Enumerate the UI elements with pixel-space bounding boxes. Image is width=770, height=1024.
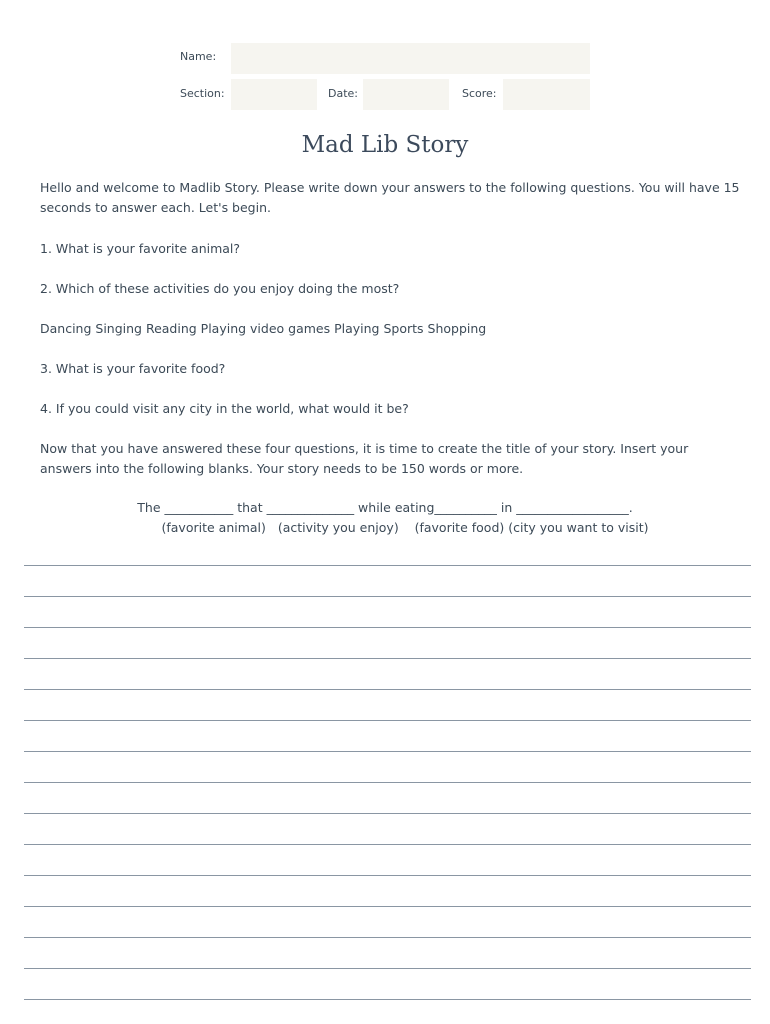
instructions-paragraph: Now that you have answered these four questions, it is time to create the title of your story. Insert your answers into the following blanks. Your story needs to be 150 words or more. [40, 441, 689, 476]
writing-line[interactable] [24, 875, 751, 876]
score-field[interactable] [503, 79, 590, 110]
writing-line[interactable] [24, 720, 751, 721]
writing-line[interactable] [24, 906, 751, 907]
writing-line[interactable] [24, 844, 751, 845]
writing-line[interactable] [24, 999, 751, 1000]
story-title-template: The ___________ that ______________ while eating__________ in __________________. [137, 500, 633, 515]
writing-line[interactable] [24, 658, 751, 659]
writing-line[interactable] [24, 782, 751, 783]
question-2: 2. Which of these activities do you enjoy doing the most? [40, 281, 400, 296]
section-field[interactable] [231, 79, 317, 110]
question-4: 4. If you could visit any city in the world, what would it be? [40, 401, 409, 416]
question-3: 3. What is your favorite food? [40, 361, 226, 376]
name-field[interactable] [231, 43, 590, 74]
question-1: 1. What is your favorite animal? [40, 241, 241, 256]
writing-line[interactable] [24, 813, 751, 814]
date-field[interactable] [363, 79, 449, 110]
date-label: Date: [328, 87, 358, 100]
writing-line[interactable] [24, 968, 751, 969]
activity-options: Dancing Singing Reading Playing video games Playing Sports Shopping [40, 321, 487, 336]
writing-line[interactable] [24, 565, 751, 566]
story-title-hints: (favorite animal) (activity you enjoy) (favorite food) (city you want to visit) [161, 520, 649, 535]
writing-line[interactable] [24, 627, 751, 628]
writing-line[interactable] [24, 596, 751, 597]
intro-paragraph: Hello and welcome to Madlib Story. Please write down your answers to the following questions. You will have 15 seconds to answer each. Let's begin. [40, 180, 740, 215]
score-label: Score: [462, 87, 497, 100]
writing-line[interactable] [24, 689, 751, 690]
writing-line[interactable] [24, 751, 751, 752]
section-label: Section: [180, 87, 225, 100]
name-label: Name: [180, 50, 217, 63]
writing-line[interactable] [24, 937, 751, 938]
page-title: Mad Lib Story [301, 132, 469, 158]
